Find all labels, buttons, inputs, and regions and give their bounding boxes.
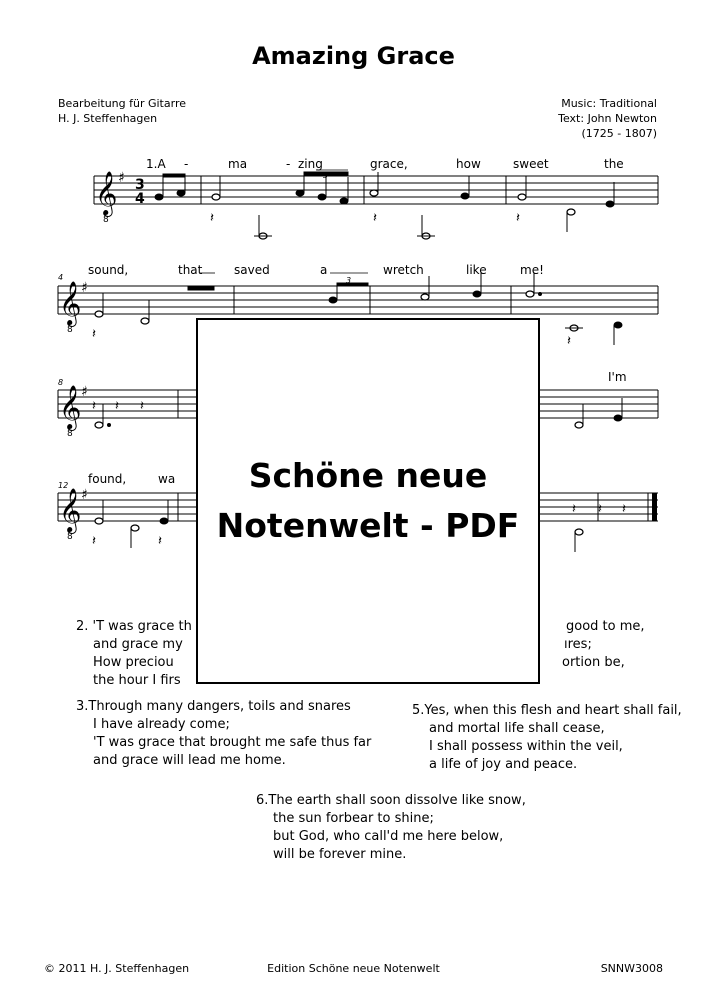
final-barline	[652, 493, 657, 521]
svg-text:𝄽: 𝄽	[373, 211, 377, 226]
svg-text:𝄽: 𝄽	[92, 534, 96, 549]
measure-number: 4	[58, 273, 64, 282]
sharp-key-signature: ♯	[118, 170, 125, 186]
music-credit: Music: Traditional	[561, 97, 657, 110]
svg-text:𝄽: 𝄽	[210, 211, 214, 226]
verse-line: 2. 'T was grace th	[76, 619, 192, 634]
measure-number: 12	[58, 481, 69, 490]
lyric-hyphen: -	[184, 157, 189, 171]
lyric-word: that	[178, 263, 203, 277]
verse-5	[412, 702, 682, 774]
verse-line: 'T was grace that brought me safe thus far	[93, 735, 372, 750]
footer-edition: Edition Schöne neue Notenwelt	[267, 962, 440, 975]
verse-line: I have already come;	[93, 717, 230, 732]
verse-line: and grace my	[93, 637, 183, 652]
verse-line: How preciou	[93, 655, 174, 670]
svg-text:𝄽: 𝄽	[572, 502, 576, 517]
page-title: Amazing Grace	[252, 42, 455, 70]
watermark-overlay	[196, 318, 540, 684]
svg-text:𝄽: 𝄽	[598, 502, 602, 517]
text-credit: Text: John Newton	[558, 112, 657, 125]
verse-2-right	[548, 618, 645, 672]
sharp-key-signature: ♯	[81, 487, 88, 503]
svg-text:𝄽: 𝄽	[567, 334, 571, 349]
lyric-word: me!	[520, 263, 544, 277]
staff-system-2	[58, 286, 658, 314]
triplet-mark: 3	[346, 276, 352, 285]
arrangement-line: Bearbeitung für Gitarre	[58, 97, 186, 110]
verse-line: I shall possess within the veil,	[429, 739, 623, 754]
verse-line: the sun forbear to shine;	[273, 811, 434, 826]
svg-text:𝄽: 𝄽	[158, 534, 162, 549]
lyric-word: wretch	[383, 263, 424, 277]
triplet-mark: 3	[323, 171, 329, 180]
time-signature-bottom: 4	[135, 191, 145, 207]
svg-text:𝄽: 𝄽	[622, 502, 626, 517]
verse-2-left	[76, 618, 196, 690]
lyric-word: the	[604, 157, 624, 171]
arranger-name: H. J. Steffenhagen	[58, 112, 158, 125]
svg-text:𝄽: 𝄽	[92, 327, 96, 342]
author-years: (1725 - 1807)	[581, 127, 657, 140]
svg-text:𝄽: 𝄽	[140, 399, 144, 414]
sharp-key-signature: ♯	[81, 384, 88, 400]
verse-line: and grace will lead me home.	[93, 753, 286, 768]
lyric-syllable: ma	[228, 157, 248, 171]
lyric-syllable: zing	[298, 157, 323, 171]
treble-clef: 𝄞	[59, 385, 82, 429]
verse-line: 5.Yes, when this flesh and heart shall fail,	[412, 703, 682, 718]
lyric-word: saved	[234, 263, 270, 277]
watermark-line: Notenwelt - PDF	[216, 506, 520, 545]
lyric-word: like	[466, 263, 487, 277]
footer-copyright: © 2011 H. J. Steffenhagen	[44, 962, 190, 975]
clef-octave-mark: 8	[67, 325, 73, 335]
verse-line: ortion be,	[562, 655, 625, 670]
svg-text:𝄽: 𝄽	[516, 211, 520, 226]
lyric-hyphen: -	[286, 157, 291, 171]
lyric-word: grace,	[370, 157, 408, 171]
rests-system-3	[92, 399, 144, 414]
verse-6	[256, 792, 526, 864]
verse-line: will be forever mine.	[273, 847, 407, 862]
verse-3	[76, 698, 371, 770]
verse-line: good to me,	[566, 619, 645, 634]
treble-clef: 𝄞	[59, 488, 82, 532]
watermark-line: Schöne neue	[248, 456, 488, 495]
rests-system-1	[210, 211, 520, 226]
svg-text:𝄽: 𝄽	[115, 399, 119, 414]
clef-octave-mark: 8	[67, 532, 73, 542]
clef-octave-mark: 8	[67, 429, 73, 439]
measure-number: 8	[58, 378, 64, 387]
time-signature-top: 3	[135, 177, 145, 193]
lyric-word: sweet	[513, 157, 549, 171]
lyric-word: wa	[158, 472, 176, 486]
lyric-word: a	[320, 263, 328, 277]
clef-octave-mark: 8	[103, 215, 109, 225]
verse-line: and mortal life shall cease,	[429, 721, 605, 736]
svg-text:𝄽: 𝄽	[92, 399, 96, 414]
verse-line: but God, who call'd me here below,	[273, 829, 504, 844]
lyric-word: found,	[88, 472, 127, 486]
sharp-key-signature: ♯	[81, 280, 88, 296]
treble-clef: 𝄞	[95, 171, 118, 215]
verse-line: 6.The earth shall soon dissolve like snow,	[256, 793, 526, 808]
lyric-word: how	[456, 157, 481, 171]
verse-line: 3.Through many dangers, toils and snares	[76, 699, 351, 714]
lyric-word: sound,	[88, 263, 129, 277]
lyric-syllable: 1.A	[146, 157, 166, 171]
verse-line: ıres;	[564, 637, 592, 652]
lyric-word: I'm	[608, 370, 627, 384]
treble-clef: 𝄞	[59, 281, 82, 325]
verse-line: the hour I firs	[93, 673, 181, 688]
notes-system-1	[155, 172, 614, 239]
verse-line: a life of joy and peace.	[429, 757, 578, 772]
footer-code: SNNW3008	[600, 962, 663, 975]
